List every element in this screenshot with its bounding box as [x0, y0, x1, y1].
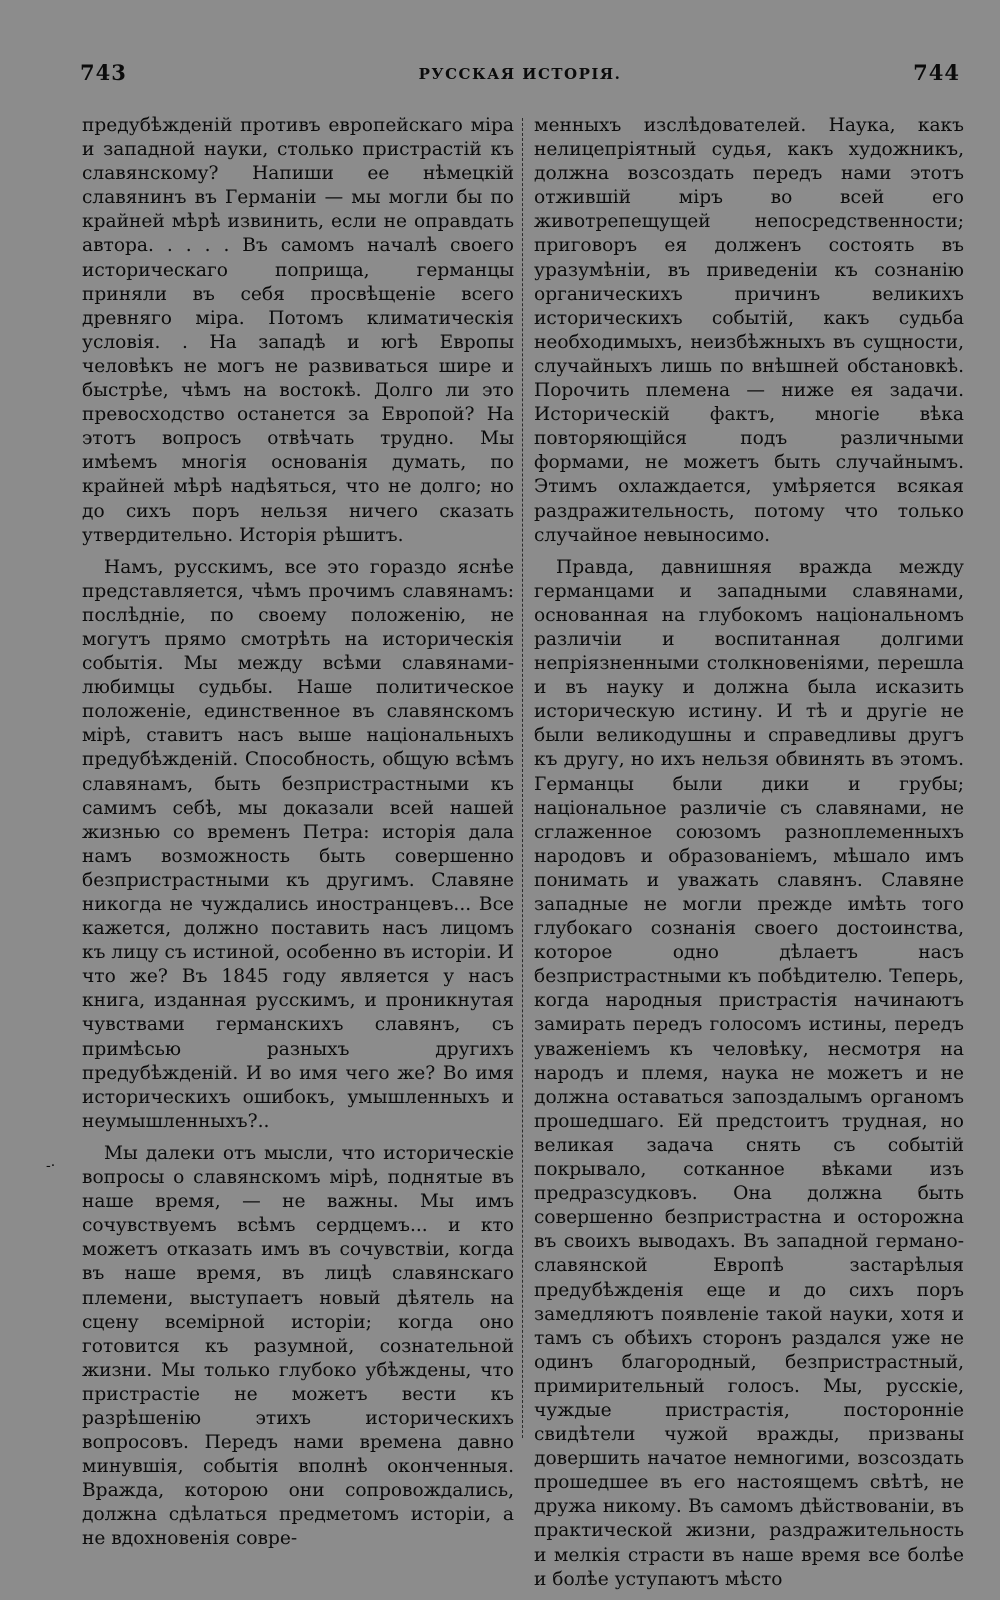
margin-mark: -· — [46, 1158, 56, 1174]
paragraph: менныхъ изслѣдователей. Наука, какъ нелицепріятный судья, какъ художникъ, должна возсоздать передъ нами этотъ отжившій міръ во всей его животрепещущей непосредственности; приговоръ ея долженъ состоять въ уразумѣніи, въ приведеніи къ сознанію органическихъ причинъ великихъ историческихъ событій, какъ судьба необходимыхъ, неизбѣжныхъ въ сущности, случайныхъ лишь по внѣшней обстановкѣ. Порочить племена — ниже ея задачи. Историческій фактъ, многіе вѣка повторяющійся подъ различными формами, не можетъ быть случайнымъ. Этимъ охлаждается, умѣряется всякая раздражительность, потому что только случайное невыносимо. — [534, 115, 964, 546]
column-divider — [522, 118, 524, 1438]
running-title: РУССКАЯ ИСТОРІЯ. — [418, 65, 622, 83]
page-number-right: 744 — [913, 60, 960, 85]
paragraph: предубѣжденій противъ европейскаго міра и западной науки, столько пристрастій къ славянскому? Напиши ее нѣмецкій славянинъ въ Германіи — мы могли бы по крайней мѣрѣ извинить, если не оправдать автора. . . . . Въ самомъ началѣ своего историческаго поприща, германцы приняли въ себя просвѣщеніе всего древняго міра. Потомъ климатическія условія. . На западѣ и югѣ Европы человѣкъ не могъ не развиваться шире и быстрѣе, чѣмъ на востокѣ. Долго ли это превосходство останется за Европой? На этотъ вопросъ отвѣчать трудно. Мы имѣемъ многія основанія думать, по крайней мѣрѣ надѣяться, что не долго; но до сихъ поръ нельзя ничего сказать утвердительно. Исторія рѣшитъ. — [82, 115, 514, 546]
paragraph: Правда, давнишняя вражда между германцами и западными славянами, основанная на глубокомъ національномъ различіи и воспитанная долгими непріязненными столкновеніями, перешла и въ науку и должна была исказить историческую истину. И тѣ и другіе не были великодушны и справедливы другъ къ другу, но ихъ нельзя обвинять въ этомъ. Германцы были дики и грубы; національное различіе съ славянами, не сглаженное союзомъ разноплеменныхъ народовъ и образованіемъ, мѣшало имъ понимать и уважать славянъ. Славяне западные не могли прежде имѣть того глубокаго сознанія своего достоинства, которое одно дѣлаетъ насъ безпристрастными къ побѣдителю. Теперь, когда народныя пристрастія начинаютъ замирать передъ голосомъ истины, передъ уваженіемъ къ человѣку, несмотря на народъ и племя, наука не можетъ и не должна оставаться запоздалымъ органомъ прошедшаго. Ей предстоитъ трудная, но великая задача снять съ событій покрывало, сотканное вѣками изъ предразсудковъ. Она должна быть совершенно безпристрастна и осторожна въ своихъ выводахъ. Въ западной германо-славянской Европѣ застарѣлыя предубѣжденія еще и до сихъ поръ замедляютъ появленіе такой науки, хотя и тамъ съ обѣихъ сторонъ раздался уже не одинъ благородный, безпристрастный, примирительный голосъ. Мы, русскіе, чуждые пристрастія, посторонніе свидѣтели чужой вражды, призваны довершить начатое немногими, возсоздать прошедшее въ его настоящемъ свѣтѣ, не дружа никому. Въ самомъ дѣйствованіи, въ практической жизни, раздражительность и мелкія страсти въ наше время все болѣе и болѣе уступаютъ мѣсто — [534, 556, 964, 1590]
paragraph: Намъ, русскимъ, все это гораздо яснѣе представляется, чѣмъ прочимъ славянамъ: послѣдніе, по своему положенію, не могутъ прямо смотрѣть на историческія событія. Мы между всѣми славянами-любимцы судьбы. Наше политическое положеніе, единственное въ славянскомъ мірѣ, ставитъ насъ выше національныхъ предубѣжденій. Способность, общую всѣмъ славянамъ, быть безпристрастными къ самимъ себѣ, мы доказали всей нашей жизнью со временъ Петра: исторія дала намъ возможность быть совершенно безпристрастными къ другимъ. Славяне никогда не чуждались иностранцевъ... Все кажется, должно поставить насъ лицомъ къ лицу съ истиной, особенно въ исторіи. И что же? Въ 1845 году является у насъ книга, изданная русскимъ, и проникнутая чувствами германскихъ славянъ, съ примѣсью разныхъ другихъ предубѣжденій. И во имя чего же? Во имя историческихъ ошибокъ, умышленныхъ и неумышленныхъ?.. — [82, 556, 514, 1132]
page-number-left: 743 — [80, 60, 127, 85]
left-column — [82, 114, 514, 1560]
right-column — [534, 114, 964, 1600]
page-header — [80, 60, 960, 94]
paragraph: Мы далеки отъ мысли, что историческіе вопросы о славянскомъ мірѣ, поднятые въ наше время, — не важны. Мы имъ сочувствуемъ всѣмъ сердцемъ... и кто можетъ отказать имъ въ сочувствіи, когда въ наше время, въ лицѣ славянскаго племени, выступаетъ новый дѣятель на сцену всемірной исторіи; когда оно готовится къ разумной, сознательной жизни. Мы только глубоко убѣждены, что пристрастіе не можетъ вести къ разрѣшенію этихъ историческихъ вопросовъ. Передъ нами времена давно минувшія, событія вполнѣ оконченныя. Вражда, которою они сопровождались, должна сдѣлаться предметомъ исторіи, а не вдохновенія совре- — [82, 1142, 514, 1550]
